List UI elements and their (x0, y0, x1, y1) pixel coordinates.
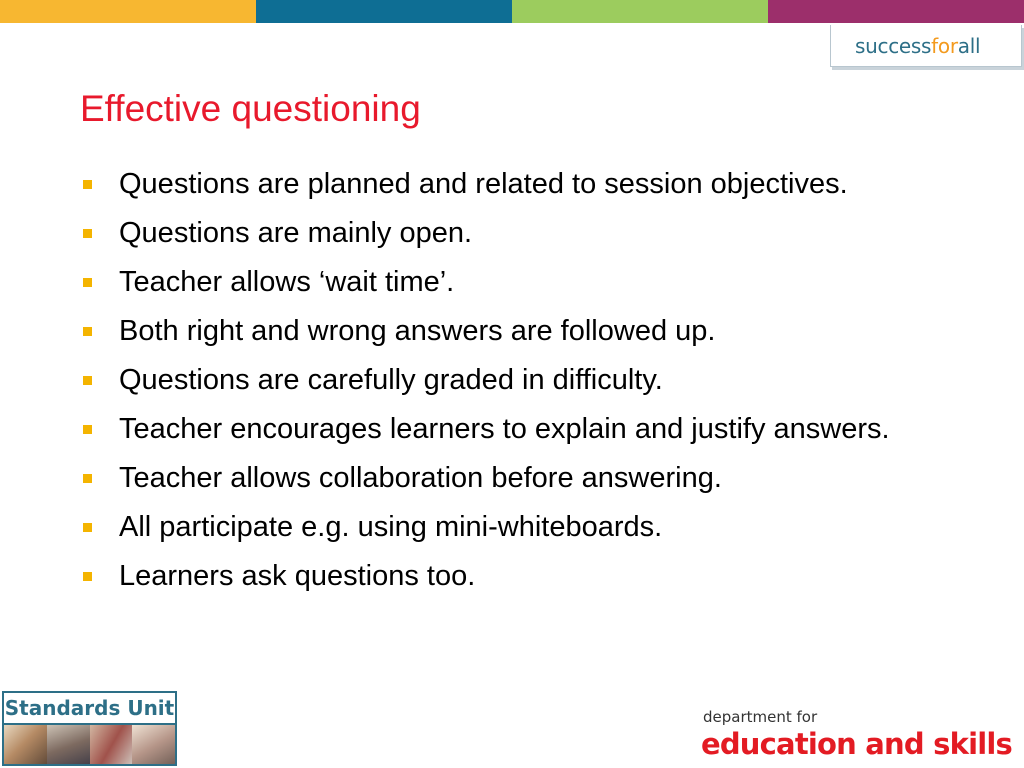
top-bar-segment-1 (0, 0, 256, 23)
bullet-text: Teacher allows ‘wait time’. (119, 266, 455, 298)
square-bullet-icon (83, 376, 92, 385)
bullet-item (80, 213, 910, 253)
square-bullet-icon (83, 180, 92, 189)
bullet-item (80, 360, 910, 400)
dfes-logo (701, 708, 1012, 762)
photo-thumbnail (4, 725, 47, 766)
bullet-text: Questions are planned and related to session objectives. (119, 168, 848, 200)
bullet-list (80, 164, 910, 605)
top-bar-segment-3 (512, 0, 768, 23)
top-bar-segment-4 (768, 0, 1024, 23)
square-bullet-icon (83, 474, 92, 483)
bullet-item (80, 507, 910, 547)
bullet-item (80, 409, 910, 449)
bullet-text: Questions are mainly open. (119, 217, 473, 249)
bullet-text: All participate e.g. using mini-whiteboards. (119, 511, 663, 543)
brand-part-1: success (855, 34, 932, 58)
bullet-item (80, 458, 910, 498)
bullet-text: Teacher allows collaboration before answering. (119, 462, 722, 494)
photo-thumbnail (47, 725, 90, 766)
bullet-text: Questions are carefully graded in difficulty. (119, 364, 663, 396)
brand-part-3: all (957, 34, 981, 58)
bullet-text: Learners ask questions too. (119, 560, 476, 592)
standards-unit-photo-strip (4, 725, 175, 766)
success-for-all-logo (830, 25, 1022, 67)
dfes-line-2: education and skills (700, 727, 1012, 761)
standards-unit-label: Standards Unit (4, 693, 175, 725)
photo-thumbnail (132, 725, 175, 766)
square-bullet-icon (83, 425, 92, 434)
top-color-bar (0, 0, 1024, 23)
top-bar-segment-2 (256, 0, 512, 23)
bullet-text: Both right and wrong answers are followed up. (119, 315, 716, 347)
bullet-item (80, 262, 910, 302)
bullet-item (80, 556, 910, 596)
square-bullet-icon (83, 327, 92, 336)
bullet-text: Teacher encourages learners to explain and justify answers. (119, 413, 890, 445)
square-bullet-icon (83, 229, 92, 238)
bullet-item (80, 311, 910, 351)
brand-part-2: for (931, 34, 958, 58)
success-for-all-wordmark (855, 34, 980, 58)
square-bullet-icon (83, 572, 92, 581)
square-bullet-icon (83, 523, 92, 532)
photo-thumbnail (90, 725, 133, 766)
square-bullet-icon (83, 278, 92, 287)
bullet-item (80, 164, 910, 204)
dfes-line-1: department for (702, 708, 818, 726)
standards-unit-logo (2, 691, 177, 766)
slide-title: Effective questioning (80, 88, 421, 129)
